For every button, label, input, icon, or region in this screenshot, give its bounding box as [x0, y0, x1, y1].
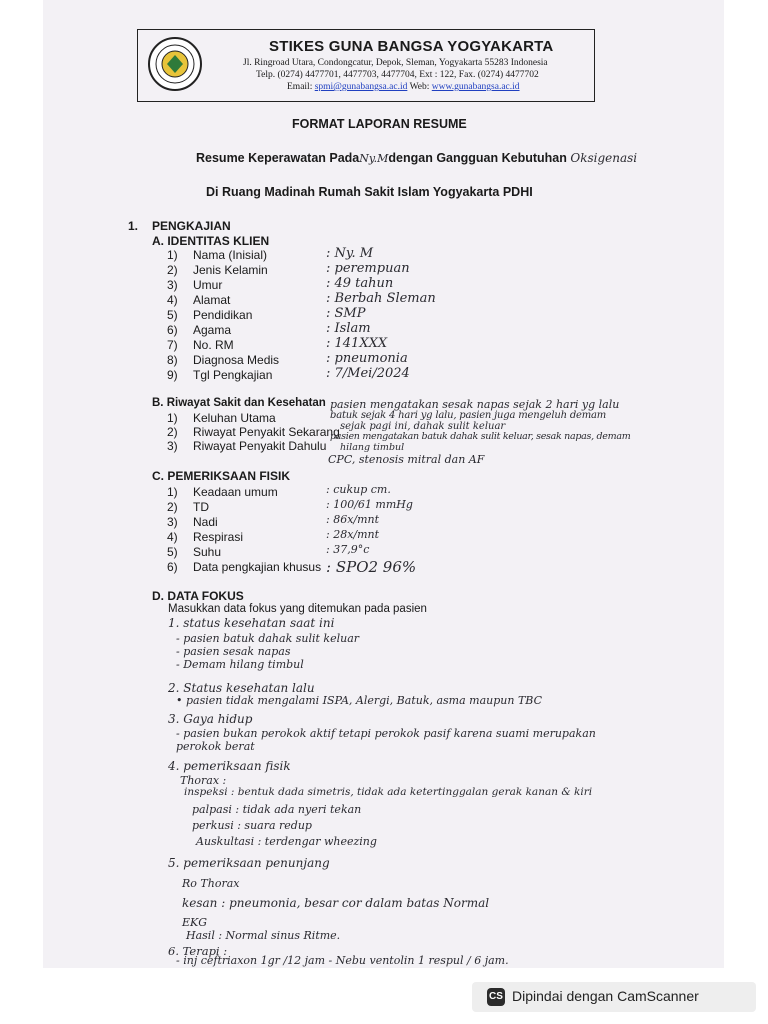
- identitas-row-label: Tgl Pengkajian: [193, 368, 273, 382]
- identitas-row-number: 3): [167, 278, 178, 292]
- fokus-note-line: Ro Thorax: [182, 877, 240, 890]
- riwayat-title: B. Riwayat Sakit dan Kesehatan: [152, 397, 326, 409]
- email-link[interactable]: spmi@gunabangsa.ac.id: [314, 82, 408, 92]
- fokus-note-line: - inj ceftriaxon 1gr /12 jam - Nebu ventolin 1 respul / 6 jam.: [176, 954, 509, 967]
- resume-title: [196, 151, 637, 165]
- identitas-row-value: : 7/Mei/2024: [326, 366, 410, 381]
- riwayat-hw-line: pasien mengatakan sesak napas sejak 2 hari yg lalu: [330, 398, 620, 411]
- fisik-row-value: : SPO2 96%: [326, 558, 417, 576]
- fisik-title: C. PEMERIKSAAN FISIK: [152, 469, 291, 483]
- fisik-row-number: 6): [167, 560, 178, 574]
- identitas-row-value: : Berbah Sleman: [326, 291, 436, 306]
- identitas-row-number: 8): [167, 353, 178, 367]
- fokus-note-line: 3. Gaya hidup: [168, 712, 253, 726]
- identitas-row-label: Umur: [193, 278, 223, 292]
- camscanner-logo-icon: CS: [487, 988, 505, 1006]
- institution-seal-icon: [147, 36, 203, 92]
- identitas-row-value: : pneumonia: [326, 351, 408, 366]
- fokus-note-line: perokok berat: [176, 740, 255, 753]
- section-number: 1.: [128, 219, 139, 233]
- fisik-row-value: : cukup cm.: [326, 483, 391, 496]
- identitas-row-value: : perempuan: [326, 261, 410, 276]
- fisik-row-label: Keadaan umum: [193, 485, 278, 499]
- fokus-note-line: kesan : pneumonia, besar cor dalam batas Normal: [182, 896, 490, 910]
- identitas-row-number: 6): [167, 323, 178, 337]
- fisik-row-value: : 100/61 mmHg: [326, 498, 413, 511]
- fokus-title: D. DATA FOKUS: [152, 589, 244, 603]
- phone-line: Telp. (0274) 4477701, 4477703, 4477704, Ext : 122, Fax. (0274) 4477702: [256, 70, 539, 80]
- ruang-title: Di Ruang Madinah Rumah Sakit Islam Yogyakarta PDHI: [206, 185, 533, 199]
- fokus-note-line: EKG: [182, 916, 208, 929]
- identitas-row-number: 2): [167, 263, 178, 277]
- resume-need: Oksigenasi: [570, 151, 638, 165]
- fokus-note-line: Auskultasi : terdengar wheezing: [196, 835, 377, 848]
- identitas-row-value: : 49 tahun: [326, 276, 394, 291]
- web-label: Web:: [409, 82, 430, 92]
- identitas-row-value: : Ny. M: [326, 246, 374, 261]
- riwayat-hw-line: sejak pagi ini, dahak sulit keluar: [340, 421, 506, 432]
- format-title: FORMAT LAPORAN RESUME: [292, 117, 467, 131]
- fokus-note-line: 5. pemeriksaan penunjang: [168, 856, 330, 870]
- identitas-title: A. IDENTITAS KLIEN: [152, 234, 270, 248]
- identitas-row-number: 1): [167, 248, 178, 262]
- fisik-row-label: Data pengkajian khusus: [193, 560, 322, 574]
- identitas-row-number: 5): [167, 308, 178, 322]
- fisik-row-number: 5): [167, 545, 178, 559]
- fisik-row-number: 4): [167, 530, 178, 544]
- riwayat-row-label: Riwayat Penyakit Sekarang: [193, 425, 340, 439]
- fokus-note-line: - Demam hilang timbul: [176, 658, 304, 671]
- camscanner-text: Dipindai dengan CamScanner: [512, 988, 699, 1004]
- identitas-row-label: Nama (Inisial): [193, 248, 268, 262]
- web-link[interactable]: www.gunabangsa.ac.id: [431, 82, 520, 92]
- identitas-row-label: Diagnosa Medis: [193, 353, 280, 367]
- identitas-row-value: : SMP: [326, 306, 366, 321]
- fokus-note-line: palpasi : tidak ada nyeri tekan: [192, 803, 362, 816]
- riwayat-hw-line: hilang timbul: [340, 442, 405, 453]
- riwayat-hw-line: batuk sejak 4 hari yg lalu, pasien juga mengeluh demam: [330, 410, 607, 421]
- fokus-note-line: - pasien bukan perokok aktif tetapi perokok pasif karena suami merupakan: [176, 727, 596, 740]
- identitas-row-number: 4): [167, 293, 178, 307]
- fokus-note-line: 1. status kesehatan saat ini: [168, 616, 335, 630]
- identitas-row-label: Agama: [193, 323, 232, 337]
- fisik-row-label: TD: [193, 500, 209, 514]
- fokus-note-line: 2. Status kesehatan lalu: [168, 681, 315, 695]
- riwayat-row-label: Keluhan Utama: [193, 411, 276, 425]
- fisik-row-number: 2): [167, 500, 178, 514]
- identitas-row-value: : Islam: [326, 321, 371, 336]
- fokus-note-line: • pasien tidak mengalami ISPA, Alergi, Batuk, asma maupun TBC: [176, 694, 542, 707]
- section-title: PENGKAJIAN: [152, 219, 231, 233]
- fisik-row-number: 3): [167, 515, 178, 529]
- identitas-row-label: Jenis Kelamin: [193, 263, 268, 277]
- riwayat-row-label: Riwayat Penyakit Dahulu: [193, 439, 327, 453]
- riwayat-row-number: 2): [167, 425, 178, 439]
- fisik-row-value: : 86x/mnt: [326, 513, 380, 526]
- riwayat-hw-line: CPC, stenosis mitral dan AF: [328, 453, 485, 466]
- fokus-note-line: 6. Terapi :: [168, 944, 228, 958]
- fisik-row-label: Respirasi: [193, 530, 244, 544]
- fokus-note-line: 4. pemeriksaan fisik: [168, 759, 291, 773]
- institution-name: STIKES GUNA BANGSA YOGYAKARTA: [269, 38, 554, 55]
- fisik-row-value: : 28x/mnt: [326, 528, 380, 541]
- identitas-row-label: Alamat: [193, 293, 231, 307]
- fokus-note-line: Hasil : Normal sinus Ritme.: [186, 929, 341, 942]
- fisik-row-label: Nadi: [193, 515, 218, 529]
- fisik-row-label: Suhu: [193, 545, 222, 559]
- email-web-line: [287, 82, 520, 92]
- fokus-instruction: Masukkan data fokus yang ditemukan pada pasien: [168, 603, 427, 615]
- fokus-note-line: - pasien sesak napas: [176, 645, 291, 658]
- resume-prefix: Resume Keperawatan Pada: [196, 151, 360, 165]
- identitas-row-value: : 141XXX: [326, 336, 388, 351]
- riwayat-row-number: 3): [167, 439, 178, 453]
- fokus-note-line: - pasien batuk dahak sulit keluar: [176, 632, 360, 645]
- fokus-note-line: inspeksi : bentuk dada simetris, tidak ada ketertinggalan gerak kanan & kiri: [184, 786, 593, 798]
- riwayat-hw-line: pasien mengatakan batuk dahak sulit keluar, sesak napas, demam: [330, 431, 631, 442]
- identitas-row-number: 7): [167, 338, 178, 352]
- fisik-row-value: : 37,9°c: [326, 543, 370, 556]
- resume-mid: dengan Gangguan Kebutuhan: [388, 151, 567, 165]
- identitas-row-label: Pendidikan: [193, 308, 253, 322]
- fisik-row-number: 1): [167, 485, 178, 499]
- fokus-note-line: Thorax :: [180, 774, 227, 787]
- resume-patient: Ny.M: [359, 152, 389, 165]
- fokus-note-line: perkusi : suara redup: [192, 819, 312, 832]
- address-line: Jl. Ringroad Utara, Condongcatur, Depok, Sleman, Yogyakarta 55283 Indonesia: [243, 58, 548, 68]
- riwayat-row-number: 1): [167, 411, 178, 425]
- email-label: Email:: [287, 82, 313, 92]
- identitas-row-number: 9): [167, 368, 178, 382]
- identitas-row-label: No. RM: [193, 338, 234, 352]
